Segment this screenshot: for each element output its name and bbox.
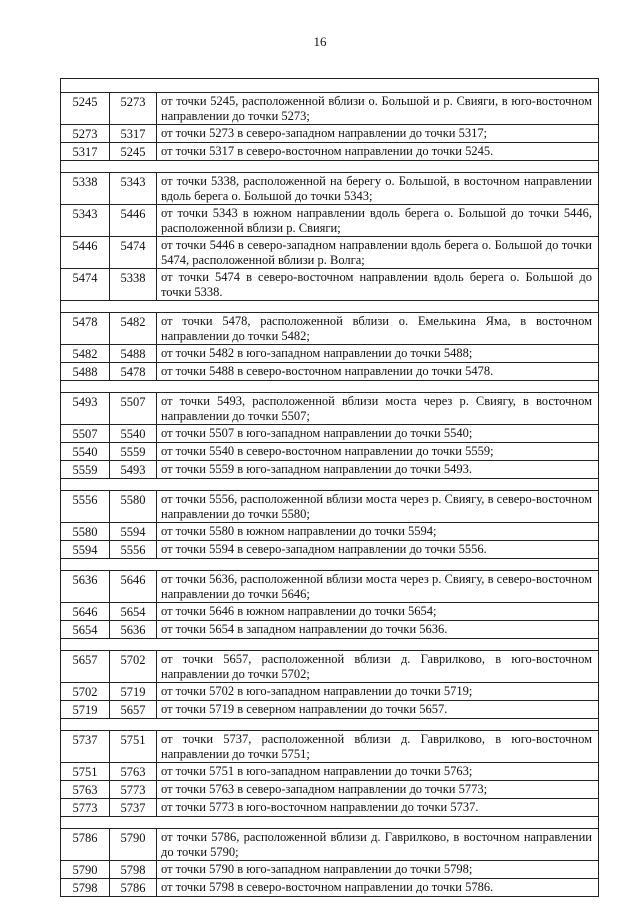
- table-row: [61, 829, 598, 861]
- to-point-cell: 5507: [110, 393, 157, 424]
- table-row: [61, 269, 598, 301]
- table-row: [61, 237, 598, 269]
- to-point-cell: 5556: [110, 541, 157, 558]
- description-cell: от точки 5507 в юго-западном направлении до точки 5540;: [161, 426, 473, 440]
- to-point-cell: 5317: [110, 125, 157, 142]
- from-point-cell: 5343: [61, 205, 110, 236]
- from-point-cell: 5446: [61, 237, 110, 268]
- to-point-cell: 5245: [110, 143, 157, 160]
- from-point-cell: 5273: [61, 125, 110, 142]
- from-point-cell: 5482: [61, 345, 110, 362]
- group-separator: [61, 639, 598, 651]
- description-cell: от точки 5594 в северо-западном направлении до точки 5556.: [161, 542, 487, 556]
- table-row: [61, 701, 598, 719]
- description-cell: от точки 5482 в юго-западном направлении до точки 5488;: [161, 346, 473, 360]
- to-point-cell: 5790: [110, 829, 157, 860]
- to-point-cell: 5478: [110, 363, 157, 380]
- description-cell: от точки 5763 в северо-западном направлении до точки 5773;: [161, 782, 488, 796]
- from-point-cell: 5488: [61, 363, 110, 380]
- to-point-cell: 5273: [110, 93, 157, 124]
- table-row: [61, 621, 598, 639]
- group-separator: [61, 381, 598, 393]
- to-point-cell: 5594: [110, 523, 157, 540]
- page-number: 16: [313, 34, 327, 49]
- to-point-cell: 5646: [110, 571, 157, 602]
- to-point-cell: 5702: [110, 651, 157, 682]
- table-row: [61, 393, 598, 425]
- table-row: [61, 879, 598, 896]
- table-row: [61, 571, 598, 603]
- from-point-cell: 5702: [61, 683, 110, 700]
- to-point-cell: 5751: [110, 731, 157, 762]
- description-cell: от точки 5798 в северо-восточном направлении до точки 5786.: [161, 880, 494, 894]
- from-point-cell: 5317: [61, 143, 110, 160]
- to-point-cell: 5737: [110, 799, 157, 816]
- from-point-cell: 5773: [61, 799, 110, 816]
- table-header-band: [61, 78, 598, 93]
- to-point-cell: 5786: [110, 879, 157, 896]
- boundary-points-table: [60, 78, 599, 897]
- description-cell: от точки 5737, расположенной вблизи д. Гаврилково, в юго-восточном направлении до точки 5751;: [161, 732, 592, 761]
- from-point-cell: 5507: [61, 425, 110, 442]
- description-cell: от точки 5273 в северо-западном направлении до точки 5317;: [161, 126, 488, 140]
- table-row: [61, 861, 598, 879]
- description-cell: от точки 5343 в южном направлении вдоль берега о. Большой до точки 5446, расположенной вблизи р. Свияги;: [161, 206, 592, 235]
- to-point-cell: 5559: [110, 443, 157, 460]
- table-row: [61, 461, 598, 479]
- to-point-cell: 5636: [110, 621, 157, 638]
- description-cell: от точки 5493, расположенной вблизи моста через р. Свиягу, в восточном направлении до точки 5507;: [161, 394, 592, 423]
- group-separator: [61, 817, 598, 829]
- from-point-cell: 5751: [61, 763, 110, 780]
- from-point-cell: 5636: [61, 571, 110, 602]
- from-point-cell: 5540: [61, 443, 110, 460]
- table-row: [61, 683, 598, 701]
- from-point-cell: 5474: [61, 269, 110, 300]
- description-cell: от точки 5654 в западном направлении до точки 5636.: [161, 622, 448, 636]
- to-point-cell: 5493: [110, 461, 157, 478]
- from-point-cell: 5786: [61, 829, 110, 860]
- from-point-cell: 5654: [61, 621, 110, 638]
- from-point-cell: 5245: [61, 93, 110, 124]
- description-cell: от точки 5478, расположенной вблизи о. Емелькина Яма, в восточном направлении до точки 5482;: [161, 314, 592, 343]
- table-row: [61, 143, 598, 161]
- description-cell: от точки 5786, расположенной вблизи д. Гаврилково, в восточном направлении до точки 5790;: [161, 830, 592, 859]
- table-row: [61, 173, 598, 205]
- table-row: [61, 125, 598, 143]
- description-cell: от точки 5580 в южном направлении до точки 5594;: [161, 524, 437, 538]
- to-point-cell: 5488: [110, 345, 157, 362]
- table-row: [61, 345, 598, 363]
- group-separator: [61, 719, 598, 731]
- to-point-cell: 5338: [110, 269, 157, 300]
- to-point-cell: 5798: [110, 861, 157, 878]
- description-cell: от точки 5474 в северо-восточном направлении вдоль берега о. Большой до точки 5338.: [161, 270, 592, 299]
- table-row: [61, 651, 598, 683]
- from-point-cell: 5719: [61, 701, 110, 718]
- from-point-cell: 5478: [61, 313, 110, 344]
- table-row: [61, 603, 598, 621]
- group-separator: [61, 559, 598, 571]
- table-row: [61, 93, 598, 125]
- description-cell: от точки 5540 в северо-восточном направлении до точки 5559;: [161, 444, 494, 458]
- to-point-cell: 5657: [110, 701, 157, 718]
- description-cell: от точки 5556, расположенной вблизи моста через р. Свиягу, в северо-восточном направлении до точки 5580;: [161, 492, 592, 521]
- to-point-cell: 5719: [110, 683, 157, 700]
- table-row: [61, 763, 598, 781]
- from-point-cell: 5798: [61, 879, 110, 896]
- group-separator: [61, 479, 598, 491]
- description-cell: от точки 5245, расположенной вблизи о. Большой и р. Свияги, в юго-восточном направлении до точки 5273;: [161, 94, 592, 123]
- from-point-cell: 5763: [61, 781, 110, 798]
- from-point-cell: 5790: [61, 861, 110, 878]
- description-cell: от точки 5636, расположенной вблизи моста через р. Свиягу, в северо-восточном направлении до точки 5646;: [161, 572, 592, 601]
- table-row: [61, 781, 598, 799]
- to-point-cell: 5580: [110, 491, 157, 522]
- to-point-cell: 5773: [110, 781, 157, 798]
- description-cell: от точки 5719 в северном направлении до точки 5657.: [161, 702, 448, 716]
- table-row: [61, 205, 598, 237]
- description-cell: от точки 5559 в юго-западном направлении до точки 5493.: [161, 462, 472, 476]
- to-point-cell: 5446: [110, 205, 157, 236]
- from-point-cell: 5493: [61, 393, 110, 424]
- table-row: [61, 443, 598, 461]
- group-separator: [61, 161, 598, 173]
- table-row: [61, 313, 598, 345]
- table-row: [61, 799, 598, 817]
- description-cell: от точки 5317 в северо-восточном направлении до точки 5245.: [161, 144, 494, 158]
- description-cell: от точки 5790 в юго-западном направлении до точки 5798;: [161, 862, 473, 876]
- to-point-cell: 5654: [110, 603, 157, 620]
- to-point-cell: 5474: [110, 237, 157, 268]
- from-point-cell: 5594: [61, 541, 110, 558]
- description-cell: от точки 5773 в юго-восточном направлении до точки 5737.: [161, 800, 479, 814]
- from-point-cell: 5737: [61, 731, 110, 762]
- from-point-cell: 5338: [61, 173, 110, 204]
- table-row: [61, 425, 598, 443]
- from-point-cell: 5580: [61, 523, 110, 540]
- description-cell: от точки 5702 в юго-западном направлении до точки 5719;: [161, 684, 473, 698]
- from-point-cell: 5556: [61, 491, 110, 522]
- group-separator: [61, 301, 598, 313]
- to-point-cell: 5540: [110, 425, 157, 442]
- from-point-cell: 5657: [61, 651, 110, 682]
- description-cell: от точки 5446 в северо-западном направлении вдоль берега о. Большой до точки 5474, расположенной вблизи р. Волга;: [161, 238, 592, 267]
- to-point-cell: 5343: [110, 173, 157, 204]
- table-row: [61, 541, 598, 559]
- to-point-cell: 5482: [110, 313, 157, 344]
- description-cell: от точки 5646 в южном направлении до точки 5654;: [161, 604, 437, 618]
- to-point-cell: 5763: [110, 763, 157, 780]
- table-row: [61, 523, 598, 541]
- description-cell: от точки 5751 в юго-западном направлении до точки 5763;: [161, 764, 473, 778]
- table-row: [61, 491, 598, 523]
- table-row: [61, 731, 598, 763]
- description-cell: от точки 5488 в северо-восточном направлении до точки 5478.: [161, 364, 494, 378]
- description-cell: от точки 5657, расположенной вблизи д. Гаврилково, в юго-восточном направлении до точки 5702;: [161, 652, 592, 681]
- table-row: [61, 363, 598, 381]
- description-cell: от точки 5338, расположенной на берегу о. Большой, в восточном направлении вдоль берега о. Большой до точки 5343;: [161, 174, 592, 203]
- from-point-cell: 5559: [61, 461, 110, 478]
- from-point-cell: 5646: [61, 603, 110, 620]
